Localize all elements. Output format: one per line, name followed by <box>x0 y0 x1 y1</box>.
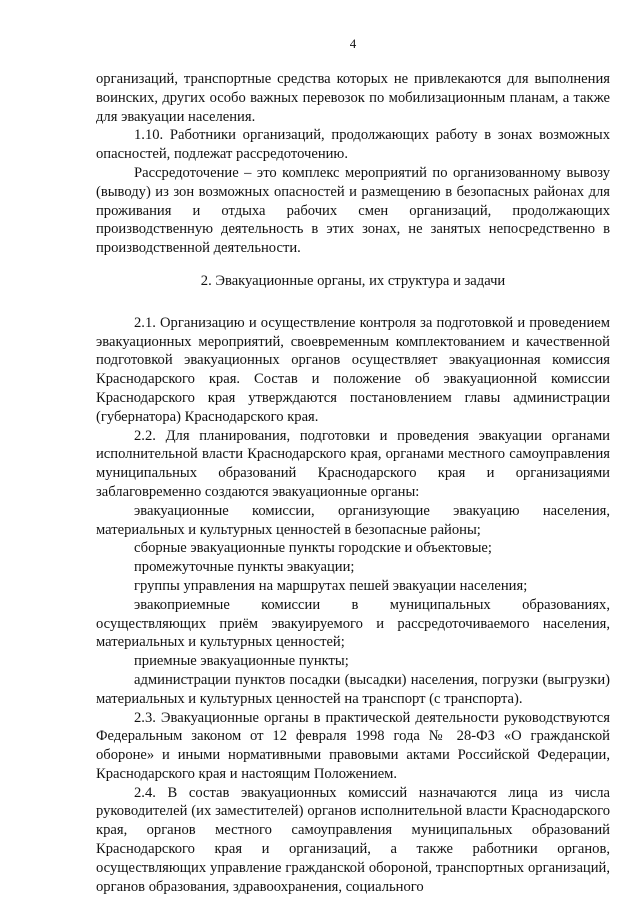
paragraph-dispersal-definition: Рассредоточение – это комплекс мероприятий по организованному вывозу (выводу) из зон возможных опасностей и размещению в безопасных районах для проживания и отдыха рабочих смен организаций, продолжающих производственную деятельность в этих зонах, не занятых непосредственно в производственной деятельности. <box>96 164 610 257</box>
paragraph-1-10: 1.10. Работники организаций, продолжающих работу в зонах возможных опасностей, подлежат рассредоточению. <box>96 127 610 163</box>
list-item: сборные эвакуационные пункты городские и объектовые; <box>134 540 492 557</box>
paragraph-2-1: 2.1. Организацию и осуществление контроля за подготовкой и проведением эвакуационных мероприятий, своевременным комплектованием и качественной подготовкой эвакуационных органов осуществляет эвакуационная комиссия Краснодарского края. Состав и положение об эвакуационной комиссии Краснодарского края утверждаются постановлением главы администрации (губернатора) Краснодарского края. <box>96 314 610 425</box>
section-heading: 2. Эвакуационные органы, их структура и задачи <box>200 272 506 289</box>
list-item: эвакоприемные комиссии в муниципальных образованиях, осуществляющих приём эвакуируемого и рассредоточиваемого населения, материальных и культурных ценностей; <box>96 596 610 651</box>
paragraph-2-2: 2.2. Для планирования, подготовки и проведения эвакуации органами исполнительной власти Краснодарского края, органами местного самоуправления муниципальных образований Краснодарского края и организациями заблаговременно создаются эвакуационные органы: <box>96 427 610 500</box>
list-item: администрации пунктов посадки (высадки) населения, погрузки (выгрузки) материальных и культурных ценностей на транспорт (с транспорта). <box>96 671 610 707</box>
list-item: промежуточные пункты эвакуации; <box>134 559 355 576</box>
list-item: эвакуационные комиссии, организующие эвакуацию населения, материальных и культурных ценностей в безопасные районы; <box>96 502 610 538</box>
page-number: 4 <box>349 36 357 51</box>
paragraph-2-3: 2.3. Эвакуационные органы в практической деятельности руководствуются Федеральным законом от 12 февраля 1998 года № 28-ФЗ «О гражданской обороне» и иными нормативными правовыми актами Российской Федерации, Краснодарского края и настоящим Положением. <box>96 709 610 782</box>
list-item: группы управления на маршрутах пешей эвакуации населения; <box>134 577 528 594</box>
paragraph-2-4: 2.4. В состав эвакуационных комиссий назначаются лица из числа руководителей (их заместителей) органов исполнительной власти Краснодарского края, органов местного самоуправления муниципальных образований Краснодарского края и организаций, а также работники органов, осуществляющих управление гражданской обороной, транспортных организаций, органов образования, здравоохранения, социального <box>96 784 610 895</box>
list-item: приемные эвакуационные пункты; <box>134 653 349 670</box>
paragraph-continuation: организаций, транспортные средства которых не привлекаются для выполнения воинских, других особо важных перевозок по мобилизационным планам, а также для эвакуации населения. <box>96 71 610 125</box>
document-body <box>96 70 610 896</box>
